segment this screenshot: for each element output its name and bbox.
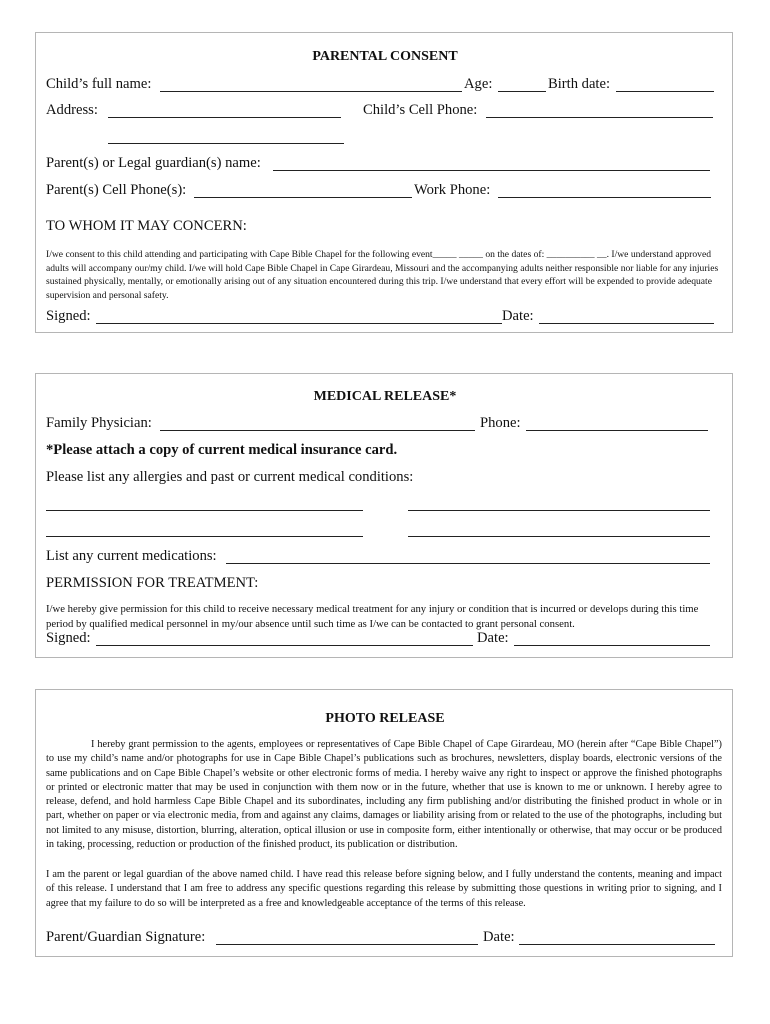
parent-cell-label: Parent(s) Cell Phone(s): — [46, 182, 187, 198]
work-phone-field[interactable] — [498, 197, 711, 198]
birth-date-label: Birth date: — [548, 76, 611, 92]
allergies-field[interactable] — [408, 510, 710, 511]
parental-consent-section — [35, 32, 733, 333]
signature-field[interactable] — [96, 645, 473, 646]
address-label: Address: — [46, 102, 98, 118]
allergies-label: Please list any allergies and past or current medical conditions: — [46, 469, 414, 485]
address-field[interactable] — [108, 117, 341, 118]
age-field[interactable] — [498, 91, 546, 92]
medications-label: List any current medications: — [46, 548, 217, 564]
date-label: Date: — [477, 630, 509, 646]
permission-heading: PERMISSION FOR TREATMENT: — [46, 575, 259, 591]
allergies-field[interactable] — [46, 510, 363, 511]
signed-label: Signed: — [46, 630, 91, 646]
phone-label: Phone: — [480, 415, 521, 431]
acknowledgement-paragraph: I am the parent or legal guardian of the above named child. I have read this release before signing below, and I fully understand the contents, meaning and impact of this release. I understand that I am free to address any specific questions regarding this release by submitting those questions in writing prior to signing, and I agree that my failure to do so will be interpreted as a free and knowledgeable acceptance of the terms of this release. — [46, 869, 722, 909]
physician-label: Family Physician: — [46, 415, 152, 431]
section-title: PHOTO RELEASE — [325, 711, 445, 726]
parent-cell-field[interactable] — [194, 197, 412, 198]
date-label: Date: — [483, 929, 515, 945]
physician-field[interactable] — [160, 430, 475, 431]
section-title: PARENTAL CONSENT — [312, 49, 458, 64]
signed-label: Signed: — [46, 308, 91, 324]
work-phone-label: Work Phone: — [414, 182, 491, 198]
section-title: MEDICAL RELEASE* — [313, 389, 457, 404]
guardian-signature-label: Parent/Guardian Signature: — [46, 929, 206, 945]
address-field-line2[interactable] — [108, 143, 344, 144]
concern-heading: TO WHOM IT MAY CONCERN: — [46, 218, 247, 234]
guardian-name-field[interactable] — [273, 170, 710, 171]
guardian-name-label: Parent(s) or Legal guardian(s) name: — [46, 155, 261, 171]
child-name-field[interactable] — [160, 91, 462, 92]
consent-text: I/we consent to this child attending and participating with Cape Bible Chapel for the following event_____ _____ on the dates of: __________ __. I/we understand approved adults will accompany our/my child. I/we will hold Cape Bible Chapel in Cape Girardeau, Missouri and the accompanying adults neither responsible nor liable for any injuries sustained physically, mentally, or emotionally arising out of any situation encountered during this trip. I/we understand that every effort will be expended to provide adequate supervision and personal safety. — [46, 249, 719, 301]
age-label: Age: — [464, 76, 493, 92]
date-field[interactable] — [514, 645, 710, 646]
insurance-note: *Please attach a copy of current medical insurance card. — [46, 442, 398, 458]
date-label: Date: — [502, 308, 534, 324]
date-field[interactable] — [519, 944, 715, 945]
permission-text: I/we hereby give permission for this child to receive necessary medical treatment for any injury or condition that is incurred or develops during this time period by qualified medical personnel in my/our absence until such time as I/we can be contacted to grant personal consent. — [46, 603, 699, 630]
photo-release-section — [35, 689, 733, 957]
child-cell-field[interactable] — [486, 117, 713, 118]
child-name-label: Child’s full name: — [46, 76, 152, 92]
date-field[interactable] — [539, 323, 714, 324]
birth-date-field[interactable] — [616, 91, 714, 92]
signature-field[interactable] — [96, 323, 502, 324]
release-paragraph: I hereby grant permission to the agents, employees or representatives of Cape Bible Chapel of Cape Girardeau, MO (herein after “Cape Bible Chapel”) to use my child’s name and/or photographs for use in Cape Bible Chapel’s publications such as brochures, newsletters, display boards, electronic versions of the same publications and on Cape Bible Chapel’s website or other electronic forms of media. I hereby waive any right to inspect or approve the finished photographs or printed or electronic matter that may be used in conjunction with them now or in the future, whether that use is known to me or unknown. I hereby agree to release, defend, and hold harmless Cape Bible Chapel and its subordinates, including any firm publishing and/or distributing the finished product in whole or in part, whether on paper or via electronic media, from and against any claims, damages or liability arising from or related to the use of the photographs, including but not limited to any misuse, distortion, blurring, alteration, optical illusion or use in composite form, either intentionally or otherwise, that may occur or be produced in taking, processing, reduction or production of the finished product, its publication or distribution. — [46, 739, 722, 851]
medical-release-section — [35, 373, 733, 658]
allergies-field[interactable] — [408, 536, 710, 537]
phone-field[interactable] — [526, 430, 708, 431]
child-cell-label: Child’s Cell Phone: — [363, 102, 478, 118]
medications-field[interactable] — [226, 563, 710, 564]
allergies-field[interactable] — [46, 536, 363, 537]
guardian-signature-field[interactable] — [216, 944, 478, 945]
